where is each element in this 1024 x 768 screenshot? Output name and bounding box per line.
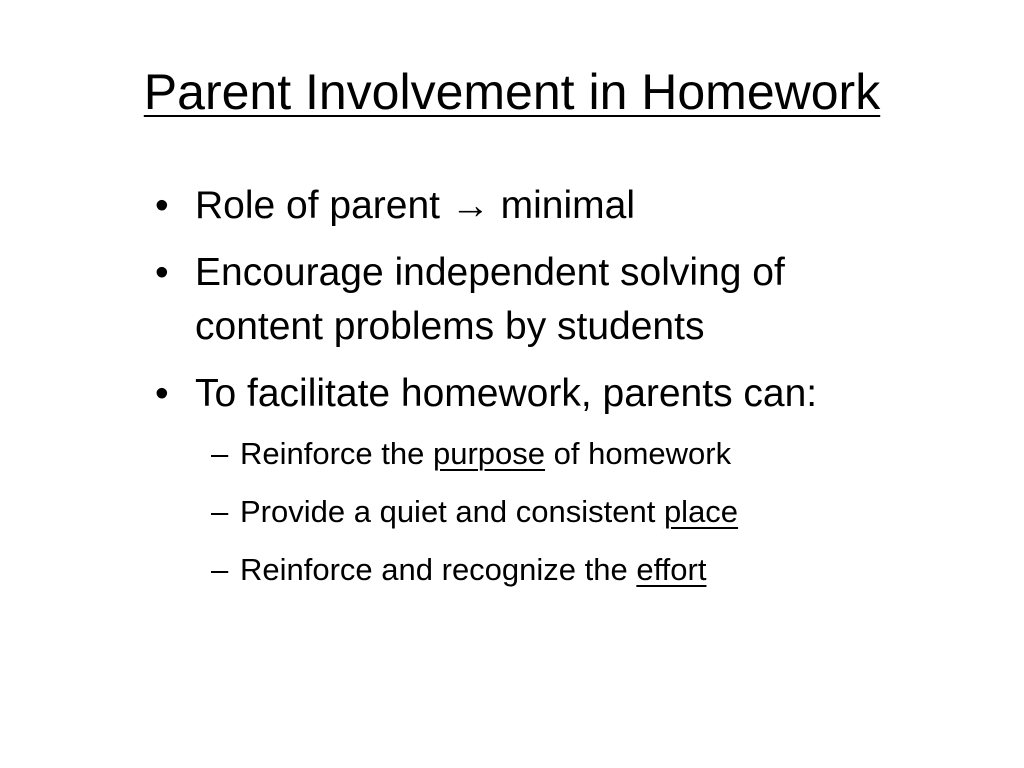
emphasis-word: effort: [636, 552, 707, 587]
slide-title: Parent Involvement in Homework: [143, 64, 881, 120]
sub-bullet-text: Reinforce the: [240, 436, 433, 471]
sub-bullet-item: [155, 492, 955, 532]
bullet-marker: •: [155, 251, 169, 294]
bullet-marker: •: [155, 184, 169, 227]
sub-bullet-item: [155, 550, 955, 590]
emphasis-word: place: [663, 494, 739, 529]
bullet-item: [155, 246, 915, 354]
sub-bullet-text: Reinforce and recognize the: [240, 552, 637, 587]
sub-bullet-text: of homework: [545, 436, 732, 471]
dash-marker: –: [211, 552, 229, 587]
bullet-item: [155, 180, 955, 232]
bullet-text: Role of parent → minimal: [195, 184, 636, 227]
bullet-text: To facilitate homework, parents can:: [195, 372, 818, 415]
dash-marker: –: [211, 494, 229, 529]
emphasis-word: purpose: [433, 436, 546, 471]
sub-bullet-text: Provide a quiet and consistent: [240, 494, 664, 529]
bullet-text: Encourage independent solving of content problems by students: [195, 251, 785, 348]
sub-bullet-item: [155, 434, 955, 474]
slide-body: [155, 180, 955, 608]
bullet-item: [155, 368, 955, 420]
sub-bullet-list: [155, 434, 955, 590]
dash-marker: –: [211, 436, 229, 471]
bullet-marker: •: [155, 372, 169, 415]
